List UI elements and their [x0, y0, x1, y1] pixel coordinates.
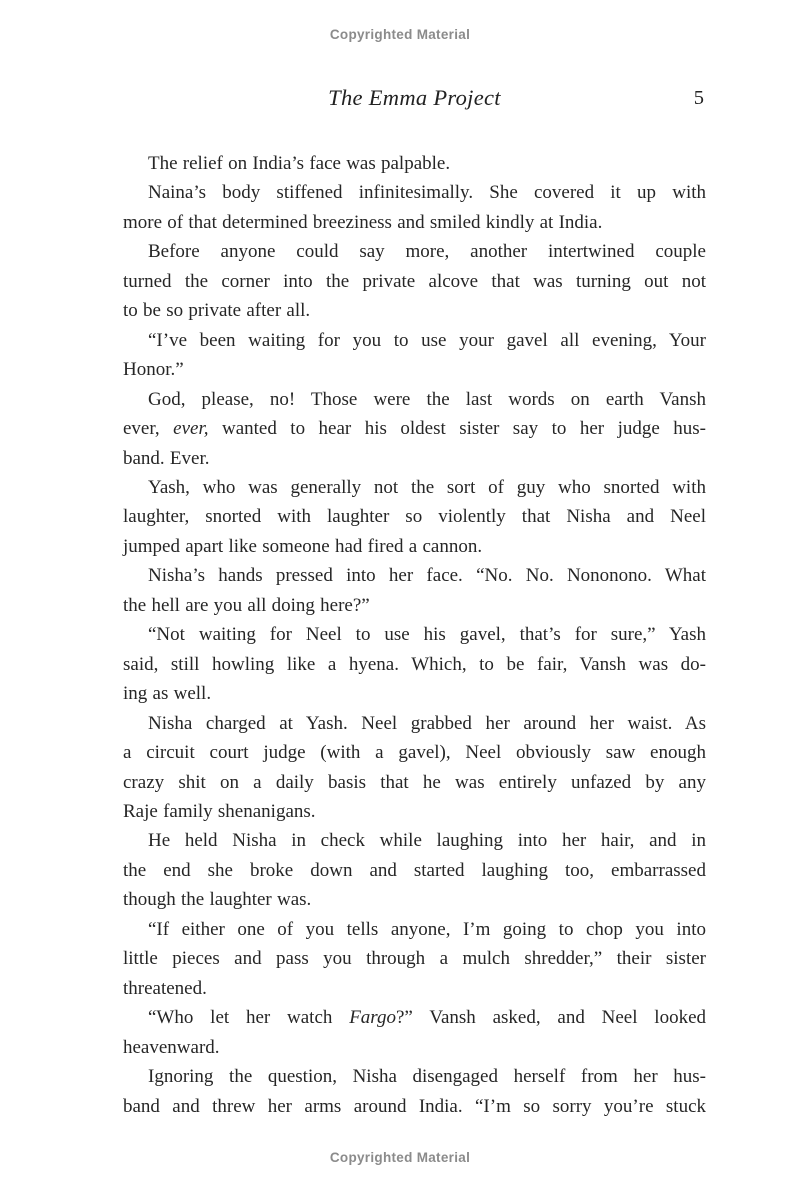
text-segment: jumped apart like someone had fired a cannon.: [123, 535, 483, 557]
paragraph: [123, 178, 706, 237]
paragraph: [123, 326, 706, 385]
paragraph: [123, 826, 706, 914]
text-line: [123, 709, 706, 738]
text-segment: more of that determined breeziness and smiled kindly at India.: [123, 211, 603, 233]
paragraph: [123, 237, 706, 325]
italic-text-segment: ever,: [173, 418, 209, 440]
text-line: [123, 826, 706, 855]
text-line: [123, 797, 706, 826]
text-segment: Nisha’s hands pressed into her face. “No. No. Nononono. What: [148, 565, 706, 587]
text-segment: to be so private after all.: [123, 300, 311, 322]
text-line: [123, 178, 706, 207]
text-segment: said, still howling like a hyena. Which, to be fair, Vansh was do-: [123, 653, 706, 675]
text-segment: Honor.”: [123, 359, 184, 381]
text-segment: band and threw her arms around India. “I’m so sorry you’re stuck: [123, 1095, 706, 1117]
text-segment: band. Ever.: [123, 447, 210, 469]
text-segment: Ignoring the question, Nisha disengaged herself from her hus-: [148, 1066, 706, 1088]
text-segment: the end she broke down and started laughing too, embarrassed: [123, 859, 706, 881]
book-title: The Emma Project: [328, 85, 501, 110]
text-line: [123, 915, 706, 944]
text-segment: “I’ve been waiting for you to use your gavel all evening, Your: [148, 329, 706, 351]
text-line: [123, 738, 706, 767]
paragraph: [123, 149, 706, 178]
text-segment: ing as well.: [123, 683, 212, 705]
paragraph: [123, 1062, 706, 1121]
text-line: [123, 1003, 706, 1032]
text-segment: the hell are you all doing here?”: [123, 594, 370, 616]
text-line: [123, 208, 706, 237]
text-line: [123, 561, 706, 590]
text-line: [123, 237, 706, 266]
text-segment: laughter, snorted with laughter so violently that Nisha and Neel: [123, 506, 706, 528]
text-segment: Before anyone could say more, another intertwined couple: [148, 241, 706, 263]
text-line: [123, 385, 706, 414]
text-line: [123, 650, 706, 679]
text-segment: The relief on India’s face was palpable.: [148, 153, 451, 174]
text-line: [123, 885, 706, 914]
running-header: [123, 85, 706, 117]
italic-text-segment: Fargo: [349, 1007, 396, 1029]
copyright-notice-bottom: Copyrighted Material: [329, 1150, 471, 1165]
page-number: 5: [693, 87, 704, 109]
text-segment: “If either one of you tells anyone, I’m going to chop you into: [148, 918, 706, 940]
text-segment: ever,: [123, 418, 174, 440]
text-segment: Yash, who was generally not the sort of guy who snorted with: [148, 476, 706, 498]
text-segment: “Who let her watch: [148, 1007, 350, 1029]
paragraph: [123, 1003, 706, 1062]
text-segment: little pieces and pass you through a mulch shredder,” their sister: [123, 948, 706, 970]
paragraph: [123, 385, 706, 473]
text-segment: God, please, no! Those were the last words on earth Vansh: [148, 388, 706, 410]
text-segment: crazy shit on a daily basis that he was entirely unfazed by any: [123, 771, 706, 793]
text-segment: Naina’s body stiffened infinitesimally. She covered it up with: [148, 182, 706, 204]
text-line: [123, 944, 706, 973]
paragraph: [123, 709, 706, 827]
text-segment: “Not waiting for Neel to use his gavel, that’s for sure,” Yash: [148, 624, 706, 646]
text-line: [123, 473, 706, 502]
paragraph: [123, 915, 706, 1003]
page-body: [123, 149, 706, 1121]
text-line: [123, 620, 706, 649]
text-line: [123, 326, 706, 355]
text-line: [123, 355, 706, 384]
text-segment: ?” Vansh asked, and Neel looked: [396, 1007, 706, 1029]
text-line: [123, 856, 706, 885]
text-line: [123, 1033, 706, 1062]
text-line: [123, 679, 706, 708]
paragraph: [123, 561, 706, 620]
copyright-notice-top: Copyrighted Material: [329, 27, 471, 42]
text-line: [123, 444, 706, 473]
text-line: [123, 267, 706, 296]
text-line: [123, 1092, 706, 1121]
paragraph: [123, 620, 706, 708]
text-line: [123, 768, 706, 797]
text-segment: turned the corner into the private alcove that was turning out not: [123, 270, 706, 292]
text-segment: He held Nisha in check while laughing into her hair, and in: [148, 830, 706, 852]
text-line: [123, 502, 706, 531]
text-line: [123, 1062, 706, 1091]
text-segment: though the laughter was.: [123, 889, 312, 911]
text-segment: threatened.: [123, 977, 207, 999]
text-segment: Raje family shenanigans.: [123, 800, 316, 822]
text-line: [123, 296, 706, 325]
text-segment: wanted to hear his oldest sister say to her judge hus-: [208, 418, 706, 440]
text-line: [123, 591, 706, 620]
text-line: [123, 974, 706, 1003]
text-line: [123, 414, 706, 443]
text-line: [123, 149, 706, 178]
text-segment: Nisha charged at Yash. Neel grabbed her around her waist. As: [148, 712, 706, 734]
text-line: [123, 532, 706, 561]
paragraph: [123, 473, 706, 561]
text-segment: a circuit court judge (with a gavel), Neel obviously saw enough: [123, 742, 706, 764]
text-segment: heavenward.: [123, 1036, 220, 1058]
